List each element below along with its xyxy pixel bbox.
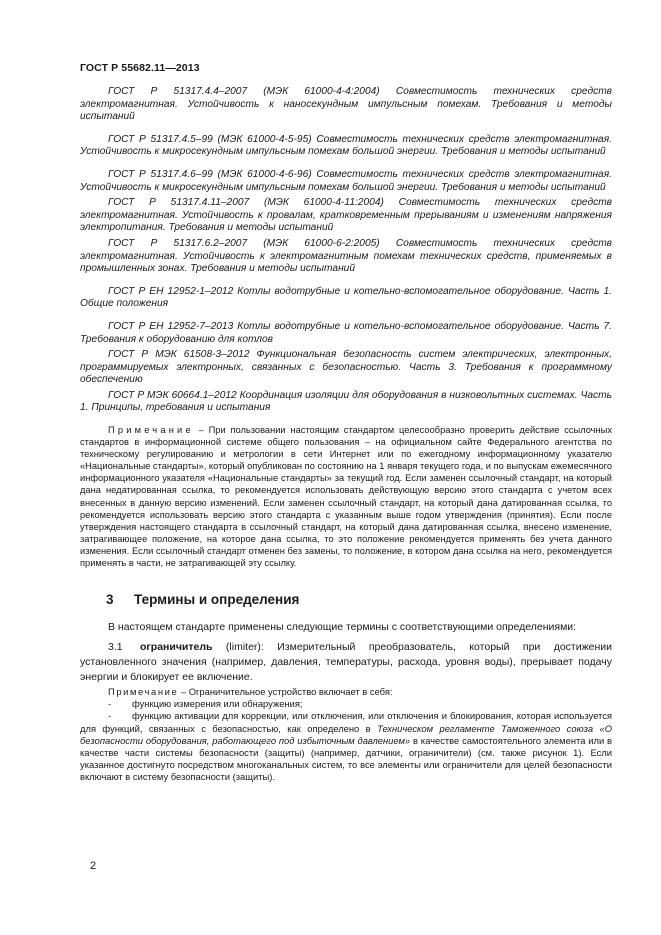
term-note-item <box>80 698 612 710</box>
section-heading <box>106 592 299 607</box>
term-note-lead <box>80 686 612 698</box>
reference-item: ГОСТ Р МЭК 61508-3–2012 Функциональная безопасность систем электрических, электронных, программируемых электронных, связанных с безопасностью. Часть 3. Требования к программному обеспечению <box>80 349 612 386</box>
page-number: 2 <box>90 860 97 872</box>
document-header: ГОСТ Р 55682.11—2013 <box>80 62 200 74</box>
reference-item: ГОСТ Р 51317.4.6–99 (МЭК 61000-4-6-96) Совместимость технических средств электромагнитная. Устойчивость к микросекундным импульсным помехам большой энергии. Требования и методы испытаний <box>80 168 612 193</box>
note-item-text: функцию измерения или обнаружения; <box>132 698 303 710</box>
references-note <box>80 424 612 569</box>
section-number: 3 <box>106 592 114 607</box>
reference-item: ГОСТ Р ЕН 12952-1–2012 Котлы водотрубные и котельно-вспомогательное оборудование. Часть 1. Общие положения <box>80 285 612 310</box>
reference-item: ГОСТ Р 51317.4.4–2007 (МЭК 61000-4-4:2004) Совместимость технических средств электромагнитная. Устойчивость к наносекундным импульсным помехам. Требования и методы испытаний <box>80 86 612 123</box>
reference-item: ГОСТ Р ЕН 12952-7–2013 Котлы водотрубные и котельно-вспомогательное оборудование. Часть 7. Требования к оборудованию для котлов <box>80 320 612 345</box>
note-lead-text: – Ограничительное устройство включает в себя: <box>178 686 393 697</box>
list-dash: - <box>108 710 112 722</box>
reference-item: ГОСТ Р МЭК 60664.1–2012 Координация изоляции для оборудования в низковольтных системах. Часть 1. Принципы, требования и испытания <box>80 389 612 414</box>
note-text: – При пользовании настоящим стандартом целесообразно проверить действие ссылочных стандартов в информационной системе общего пользования – на официальном сайте Федерального агентства по техническому регулированию и метрологии в сети Интернет или по ежегодному информационному указателю «Национальные стандарты», который опубликован по состоянию на 1 января текущего года, и по выпускам ежемесячного информационного указателя «Национальные стандарты» за текущий год. Если заменен ссылочный стандарт, на который дана недатированная ссылка, то рекомендуется использовать действующую версию этого стандарта с учетом всех внесенных в данную версию изменений. Если заменен ссылочный стандарт, на который дана датированная ссылка, то рекомендуется использовать версию этого стандарта с указанным выше годом утверждения (принятия). Если после утверждения настоящего стандарта в ссылочный стандарт, на который дана датированная ссылка, внесено изменение, затрагивающее положение, на которое дана ссылка, то это положение рекомендуется применять без учета данного изменения. Если ссылочный стандарт отменен без замены, то положение, в котором дана ссылка на него, рекомендуется применять в части, не затрагивающей эту ссылку. <box>80 425 612 569</box>
term-note-item <box>80 710 612 783</box>
note-label: Примечание <box>108 686 179 697</box>
section-intro: В настоящем стандарте применены следующие термины с соответствующими определениями: <box>108 621 577 633</box>
term-note <box>80 686 612 784</box>
term-english: (limiter): <box>212 641 278 653</box>
note-item-regulation: Техническом регламенте Таможенного союза «О безопасности оборудования, работающего под избыточным давлением» <box>80 722 613 746</box>
term-definition <box>80 640 612 685</box>
note-item-text: функцию активации для коррекции, или отключения, или отключения и блокирования, которая используется для функций, связанных с безопасностью, как определено в <box>80 710 612 734</box>
note-label: Примечание <box>108 425 194 435</box>
reference-item: ГОСТ Р 51317.4.5–99 (МЭК 61000-4-5-95) Совместимость технических средств электромагнитная. Устойчивость к микросекундным импульсным помехам большой энергии. Требования и методы испытаний <box>80 133 612 158</box>
term-definition-text: Измерительный преобразователь, который при достижении установленного значения (например, давления, температуры, расхода, уровня воды), прерывает подачу энергии и блокирует ее включение. <box>80 641 612 683</box>
reference-item: ГОСТ Р 51317.6.2–2007 (МЭК 61000-6-2:2005) Совместимость технических средств электромагнитная. Устойчивость к электромагнитным помехам технических средств, применяемых в промышленных зонах. Требования и методы испытаний <box>80 237 612 275</box>
normative-references-list <box>80 86 612 415</box>
section-title: Термины и определения <box>134 592 300 607</box>
term-name: ограничитель <box>140 641 213 653</box>
list-dash: - <box>108 698 112 710</box>
term-number: 3.1 <box>108 641 123 653</box>
note-item-text: в качестве самостоятельного элемента или в качестве части системы безопасности (защиты) (например, датчики, ограничители) (см. также рисунок 1). Если указанное достигнуто посредством многоканальных систем, то все элементы или ограничители для целей безопасности включают в систему безопасности (защиты). <box>80 734 612 783</box>
reference-item: ГОСТ Р 51317.4.11–2007 (МЭК 61000-4-11:2004) Совместимость технических средств электромагнитная. Устойчивость к провалам, кратковременным прерываниям и изменениям напряжения электропитания. Требования и методы испытаний <box>80 197 612 234</box>
